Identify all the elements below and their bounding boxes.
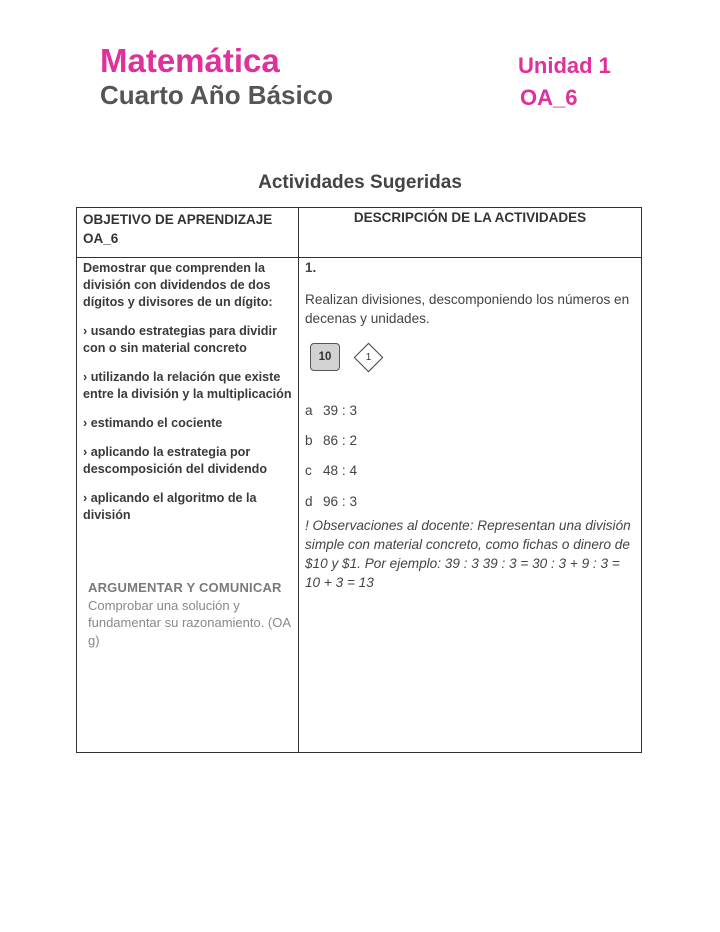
exercise-letter: d: [305, 494, 313, 509]
unit-label: Unidad 1: [518, 53, 611, 78]
exercise-letter: c: [305, 463, 312, 478]
activities-table: [76, 207, 642, 753]
skill-block: [88, 579, 293, 649]
ten-chip-icon: 10: [310, 343, 340, 371]
header-divider: [77, 257, 641, 258]
skill-title: ARGUMENTAR Y COMUNICAR: [88, 580, 282, 595]
grade-title: Cuarto Año Básico: [100, 80, 334, 110]
exercise-letter: b: [305, 433, 313, 448]
activity-number: 1.: [305, 260, 317, 275]
column-divider: [298, 208, 299, 752]
objective-item: › aplicando la estrategia por descomposición del dividendo: [83, 445, 268, 476]
oa-label: OA_6: [520, 85, 578, 110]
activity-description: [305, 260, 635, 590]
exercise-expression: 39 : 3: [323, 403, 358, 418]
exercise-expression: 96 : 3: [323, 494, 358, 509]
objective-list: [83, 260, 295, 536]
exercise-item: [305, 494, 357, 509]
header-objective-line-1: OBJETIVO DE APRENDIZAJE: [83, 212, 273, 227]
skill-text: Comprobar una solución y fundamentar su razonamiento. (OA g): [88, 597, 291, 648]
one-chip-label: 1: [365, 352, 372, 363]
header-objective: [83, 210, 293, 248]
objective-intro: Demostrar que comprenden la división con dividendos de dos dígitos y divisores de un dígito:: [83, 261, 273, 309]
section-title: Actividades Sugeridas: [258, 172, 462, 193]
activity-intro: Realizan divisiones, descomponiendo los números en decenas y unidades.: [305, 292, 630, 326]
objective-item: › utilizando la relación que existe entre la división y la multiplicación: [83, 370, 292, 401]
exercise-letter: a: [305, 403, 313, 418]
objective-item: › aplicando el algoritmo de la división: [83, 491, 257, 522]
header-objective-line-2: OA_6: [83, 231, 119, 246]
subject-title: Matemática: [100, 42, 280, 79]
exercise-item: [305, 463, 357, 478]
exercise-expression: 86 : 2: [323, 433, 358, 448]
header-description: DESCRIPCIÓN DE LA ACTIVIDADES: [353, 210, 587, 225]
exercise-item: [305, 403, 357, 418]
teacher-note: ! Observaciones al docente: Representan una división simple con material concreto, como fichas o dinero de $10 y $1. Por ejemplo: 39 : 3 39 : 3 = 30 : 3 + 9 : 3 = 10 + 3 = 13: [305, 518, 631, 590]
objective-item: › estimando el cociente: [83, 416, 223, 430]
exercise-expression: 48 : 4: [323, 463, 358, 478]
exercise-item: [305, 433, 357, 448]
objective-item: › usando estrategias para dividir con o sin material concreto: [83, 324, 277, 355]
